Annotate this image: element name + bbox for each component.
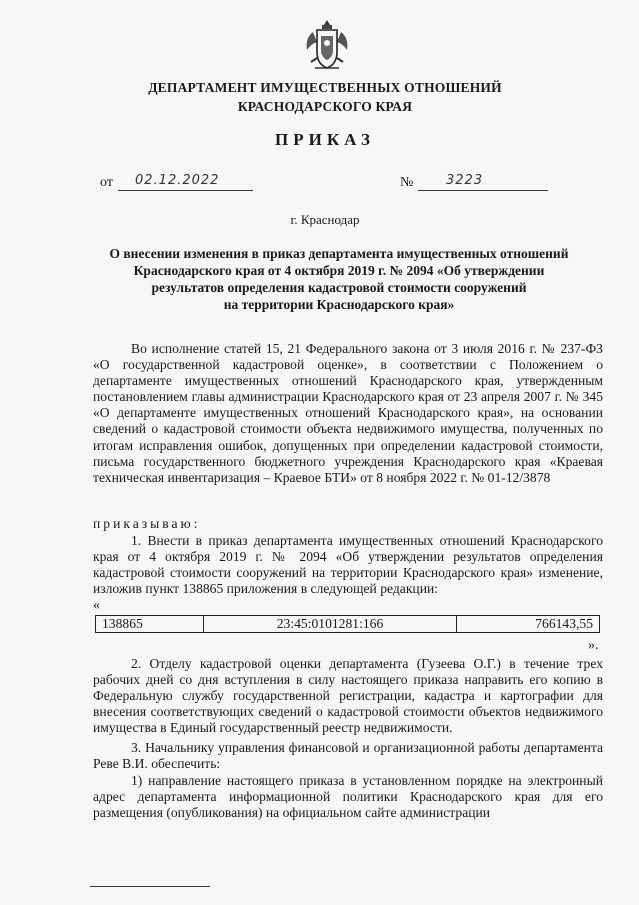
date-value: 02.12.2022 (135, 173, 220, 188)
item-3-1-text: 1) направление настоящего приказа в установленном порядке на электронный адрес департамента информационной политики Краснодарского края для его размещения (опубликования) на официальном сайте администрации (93, 773, 603, 821)
amendment-table (95, 615, 600, 633)
preamble-paragraph (93, 341, 603, 486)
order-title: ПРИКАЗ (275, 130, 375, 149)
city: г. Краснодар (290, 212, 360, 227)
number-value: 3223 (446, 173, 484, 188)
cell-cadastral-number: 23:45:0101281:166 (204, 616, 457, 633)
number-underline (418, 190, 548, 191)
heading-line-3: результатов определения кадастровой стоимости сооружений (151, 280, 527, 295)
quote-close: ». (588, 638, 599, 653)
item-3-paragraph (93, 740, 603, 772)
preamble-text: Во исполнение статей 15, 21 Федерального закона от 3 июля 2016 г. № 237-ФЗ «О государственной кадастровой оценке», в соответствии с Положением о департаменте имущественных отношений Краснодарского края, утвержденным постановлением главы администрации Краснодарского края от 23 апреля 2007 г. № 345 «О департаменте имущественных отношений Краснодарского края», на основании сведений о кадастровой стоимости объекта недвижимого имущества, полученных по итогам исправления ошибок, допущенных при определении кадастровой стоимости, письма государственного бюджетного учреждения Краснодарского края «Краевая техническая инвентаризация – Краевое БТИ» от 8 ноября 2022 г. № 01-12/3878 (93, 341, 603, 485)
item-1-text: 1. Внести в приказ департамента имущественных отношений Краснодарского края от 4 октября 2019 г. № 2094 «Об утверждении результатов определения кадастровой стоимости сооружений на территории Краснодарского края» изменение, изложив пункт 138865 приложения в следующей редакции: (93, 533, 603, 597)
item-1-paragraph (93, 533, 603, 597)
cell-cadastral-value: 766143,55 (457, 616, 600, 633)
prikazyvayu-text: приказываю: (93, 516, 201, 531)
order-heading (94, 245, 584, 313)
date-prefix: от (100, 175, 113, 190)
department-name-line2: КРАСНОДАРСКОГО КРАЯ (237, 99, 413, 114)
date-underline (118, 190, 253, 191)
item-2-paragraph (93, 656, 603, 736)
department-name-line1: ДЕПАРТАМЕНТ ИМУЩЕСТВЕННЫХ ОТНОШЕНИЙ (148, 80, 502, 95)
item-3-1-paragraph (93, 773, 603, 821)
heading-line-2: Краснодарского края от 4 октября 2019 г. № 2094 «Об утверждении (133, 263, 545, 278)
item-3-text: 3. Начальнику управления финансовой и организационной работы департамента Реве В.И. обеспечить: (93, 740, 603, 772)
item-2-text: 2. Отделу кадастровой оценки департамента (Гузеева О.Г.) в течение трех рабочих дней со дня вступления в силу настоящего приказа направить его копию в Федеральную службу государственной регистрации, кадастра и картографии для внесения соответствующих сведений о кадастровой стоимости объектов недвижимого имущества в Единый государственный реестр недвижимости. (93, 656, 603, 736)
cell-item-number: 138865 (96, 616, 204, 633)
coat-of-arms-emblem (303, 18, 351, 76)
heading-line-4: на территории Краснодарского края» (223, 297, 455, 312)
footer-line (90, 886, 210, 887)
table-row (96, 616, 600, 633)
number-prefix: № (400, 175, 414, 190)
heading-line-1: О внесении изменения в приказ департамента имущественных отношений (109, 246, 569, 261)
prikazyvayu (93, 516, 603, 532)
quote-open: « (93, 598, 100, 613)
